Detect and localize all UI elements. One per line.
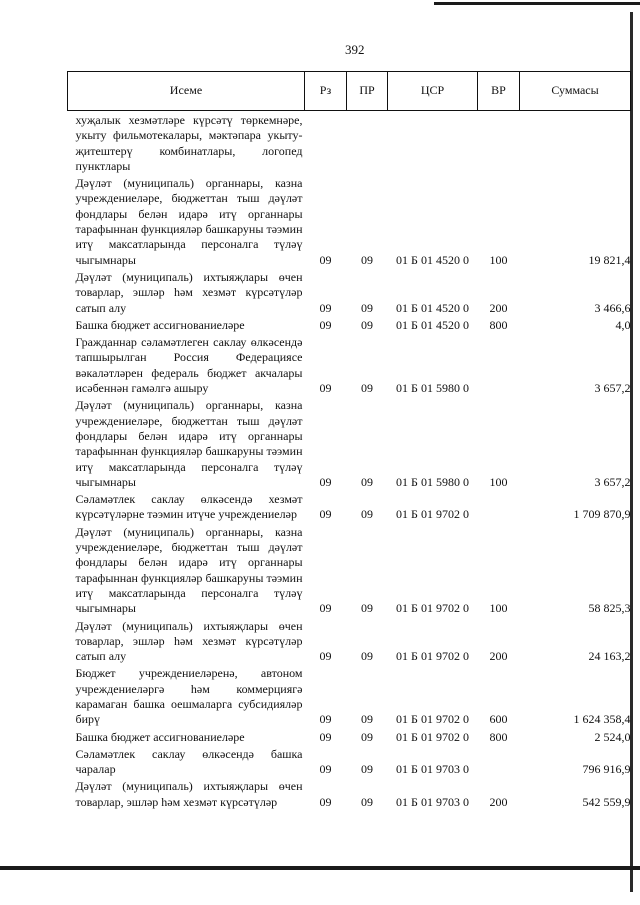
row-pr: 09 — [361, 601, 373, 616]
table-row — [68, 111, 631, 175]
row-csr: 01 Б 01 4520 0 — [396, 300, 469, 315]
row-name: Гражданнар сәламәтлеген саклау өлкәсендә тапшырылган Россия Федерациясе вәкаләтләрен федераль бюджет акчалары исәбеннән гамәлгә ашыру — [75, 335, 303, 396]
header-name: Исеме — [68, 72, 305, 111]
row-vr: 200 — [489, 794, 508, 809]
row-name: Дәүләт (муниципаль) органнары, казна учреждениеләре, бюджеттан тыш дәүләт фондлары белән идарә итү органнары тарафыннан функцияләр башкаруны тәэмин итү максатларында персоналга түләү чыгымнары — [75, 524, 303, 616]
header-rz: Рз — [305, 72, 347, 111]
row-csr — [388, 111, 478, 175]
row-vr: 100 — [489, 252, 508, 267]
row-csr: 01 Б 01 9703 0 — [396, 762, 469, 777]
row-pr — [347, 111, 388, 175]
table-row — [68, 777, 631, 810]
row-csr: 01 Б 01 9703 0 — [396, 794, 469, 809]
row-sum: 19 821,4 — [588, 252, 631, 267]
table-row — [68, 490, 631, 523]
row-rz — [305, 111, 347, 175]
row-vr — [478, 745, 520, 778]
row-rz: 09 — [319, 381, 332, 396]
row-name: Дәүләт (муниципаль) органнары, казна учреждениеләре, бюджеттан тыш дәүләт фондлары белән идарә итү органнары тарафыннан функцияләр башкаруны тәэмин итү максатларында персоналга түләү чыгымнары — [75, 176, 303, 267]
row-rz: 09 — [319, 649, 332, 664]
row-vr: 200 — [489, 300, 508, 315]
row-sum: 1 624 358,4 — [573, 712, 631, 727]
row-pr: 09 — [361, 507, 373, 522]
table-row — [68, 268, 631, 316]
row-pr: 09 — [361, 252, 373, 267]
row-sum: 24 163,2 — [588, 649, 631, 664]
header-vr: ВР — [478, 72, 520, 111]
table-row — [68, 745, 631, 778]
row-sum: 2 524,0 — [594, 729, 631, 744]
table-row — [68, 316, 631, 333]
row-csr: 01 Б 01 5980 0 — [396, 474, 469, 489]
row-sum: 796 916,9 — [582, 762, 631, 777]
row-csr: 01 Б 01 9702 0 — [396, 649, 469, 664]
row-vr: 100 — [489, 601, 508, 616]
row-name: Бюджет учреждениеләренә, автоном учреждениеләргә һәм коммерциягә карамаган башка оешмаларга субсидияләр бирү — [75, 666, 303, 727]
table-row — [68, 333, 631, 396]
row-name: Дәүләт (муниципаль) органнары, казна учреждениеләре, бюджеттан тыш дәүләт фондлары белән идарә итү органнары тарафыннан функцияләр башкаруны тәэмин итү максатларында персоналга түләү чыгымнары — [75, 398, 303, 489]
row-rz: 09 — [319, 252, 332, 267]
row-rz: 09 — [319, 762, 332, 777]
row-csr: 01 Б 01 9702 0 — [396, 507, 469, 522]
row-vr: 200 — [489, 649, 508, 664]
row-pr: 09 — [361, 381, 373, 396]
row-rz: 09 — [319, 712, 332, 727]
row-sum — [520, 111, 631, 175]
row-pr: 09 — [361, 300, 373, 315]
row-sum: 3 657,2 — [594, 381, 631, 396]
row-name: Башка бюджет ассигнованиеләре — [75, 729, 245, 744]
row-pr: 09 — [361, 649, 373, 664]
row-name: Башка бюджет ассигнованиеләре — [75, 317, 245, 332]
row-rz: 09 — [319, 317, 332, 332]
row-sum: 1 709 870,9 — [573, 507, 631, 522]
row-csr: 01 Б 01 4520 0 — [396, 252, 469, 267]
row-name: Сәламәтлек саклау өлкәсендә хезмәт күрсәтүләрне тәэмин итүче учреждениеләр — [75, 492, 303, 522]
row-csr: 01 Б 01 9702 0 — [396, 601, 469, 616]
row-sum: 4,0 — [615, 317, 631, 332]
row-csr: 01 Б 01 4520 0 — [396, 317, 469, 332]
row-pr: 09 — [361, 729, 373, 744]
budget-table — [67, 71, 631, 810]
row-pr: 09 — [361, 712, 373, 727]
row-vr — [478, 111, 520, 175]
row-csr: 01 Б 01 9702 0 — [396, 712, 469, 727]
header-sum: Суммасы — [520, 72, 631, 111]
row-sum: 3 466,6 — [594, 300, 631, 315]
row-rz: 09 — [319, 601, 332, 616]
row-vr: 600 — [489, 712, 508, 727]
scan-edge-bottom — [0, 866, 640, 870]
row-pr: 09 — [361, 762, 373, 777]
table-row — [68, 617, 631, 665]
scan-edge-top — [434, 2, 640, 5]
table-row — [68, 523, 631, 617]
row-name: Дәүләт (муниципаль) ихтыяҗлары өчен товарлар, эшләр һәм хезмәт күрсәтүләр — [75, 779, 303, 809]
row-sum: 542 559,9 — [582, 794, 631, 809]
row-sum: 58 825,3 — [588, 601, 631, 616]
row-rz: 09 — [319, 794, 332, 809]
header-pr: ПР — [347, 72, 388, 111]
row-name: Сәламәтлек саклау өлкәсендә башка чаралар — [75, 746, 303, 777]
row-rz: 09 — [319, 474, 332, 489]
row-vr — [478, 333, 520, 396]
row-vr — [478, 490, 520, 523]
row-sum: 3 657,2 — [594, 474, 631, 489]
row-vr: 100 — [489, 474, 508, 489]
table-row — [68, 664, 631, 727]
table-row — [68, 728, 631, 745]
row-rz: 09 — [319, 300, 332, 315]
row-name: Дәүләт (муниципаль) ихтыяҗлары өчен товарлар, эшләр һәм хезмәт күрсәтүләр сатып алу — [75, 269, 303, 315]
table-row — [68, 174, 631, 268]
row-pr: 09 — [361, 794, 373, 809]
row-name: Дәүләт (муниципаль) ихтыяҗлары өчен товарлар, эшләр һәм хезмәт күрсәтүләр сатып алу — [75, 618, 303, 664]
page-number: 392 — [345, 42, 365, 57]
row-csr: 01 Б 01 9702 0 — [396, 729, 469, 744]
row-pr: 09 — [361, 317, 373, 332]
row-csr: 01 Б 01 5980 0 — [396, 381, 469, 396]
table-row — [68, 396, 631, 490]
row-name: хуҗалык хезмәтләре күрсәтү төркемнәре, укыту фильмотекалары, мәктәпара укыту-җитештерү комбинатлары, логопед пунктлары — [75, 113, 303, 173]
row-rz: 09 — [319, 507, 332, 522]
header-csr: ЦСР — [388, 72, 478, 111]
table-header-row — [68, 72, 631, 111]
row-rz: 09 — [319, 729, 332, 744]
row-vr: 800 — [489, 317, 508, 332]
row-vr: 800 — [489, 729, 508, 744]
row-pr: 09 — [361, 474, 373, 489]
